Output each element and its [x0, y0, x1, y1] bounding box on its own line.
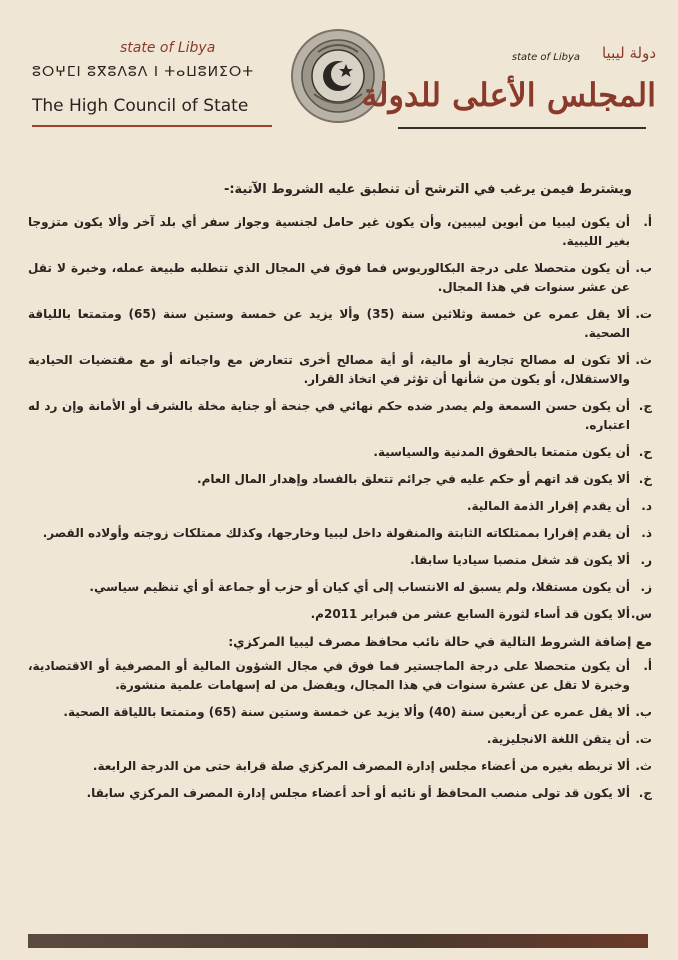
item-marker: ث. — [635, 353, 652, 367]
item-marker: ز. — [640, 580, 652, 594]
item-text: أن يكون ليبيا من أبوين ليبيين، وأن يكون غير حامل لجنسية وجواز سفر أي بلد آخر وألا يكون متزوجا بغير الليبية. — [28, 215, 630, 248]
item-text: ألا يقل عمره عن خمسة وثلاثين سنة (35) وألا يزيد عن خمسة وستين سنة (65) ومتمتعا باللياقة الصحية. — [28, 307, 630, 340]
list-item — [28, 305, 652, 343]
list-item — [28, 259, 652, 297]
list-item — [28, 730, 652, 749]
item-marker: ث. — [635, 759, 652, 773]
item-marker: أ. — [643, 215, 652, 229]
item-marker: ب. — [635, 705, 652, 719]
item-text: ألا يكون قد شغل منصبا سياديا سابقا. — [410, 553, 630, 567]
header-rule-right — [398, 127, 646, 129]
item-marker: ت. — [635, 307, 652, 321]
item-text: أن يكون حسن السمعة ولم يصدر ضده حكم نهائي في جنحة أو جناية مخلة بالشرف أو الأمانة وإن رد له اعتباره. — [28, 399, 630, 432]
item-text: ألا يكون قد أساء لثورة السابع عشر من فبراير 2011م. — [310, 607, 630, 621]
item-text: أن يكون متمتعا بالحقوق المدنية والسياسية. — [373, 445, 630, 459]
list-item — [28, 397, 652, 435]
conditions-list — [28, 213, 652, 624]
list-item — [28, 605, 652, 624]
item-text: أن يقدم إقرار الذمة المالية. — [466, 499, 630, 513]
letterhead — [0, 0, 678, 135]
list-item — [28, 524, 652, 543]
item-marker: ح. — [638, 445, 652, 459]
list-item — [28, 551, 652, 570]
list-item — [28, 213, 652, 251]
item-marker: ب. — [635, 261, 652, 275]
tifinagh-council-name: ⵓⵔⵖⵎⵏ ⵓⴳⵓⴷⵓⴷ ⵏ ⵜⴰⵡⵓⵍⵉⵔⵜ — [32, 64, 255, 80]
item-marker: س. — [630, 607, 652, 621]
english-state-label: state of Libya — [120, 40, 216, 56]
list-item — [28, 757, 652, 776]
list-item — [28, 470, 652, 489]
letterhead-arabic — [361, 44, 656, 134]
item-marker: ر. — [640, 553, 652, 567]
english-council-name: The High Council of State — [32, 96, 249, 116]
list-item — [28, 351, 652, 389]
item-text: أن يتقن اللغة الانجليزية. — [486, 732, 630, 746]
arabic-council-name: المجلس الأعلى للدولة — [361, 76, 656, 114]
item-text: أن يكون متحصلا على درجة البكالوريوس فما فوق في المجال الذي تتطلبه طبيعة عمله، وخبرة لا تقل عن عشر سنوات في هذا المجال. — [28, 261, 630, 294]
document-body — [28, 180, 652, 811]
item-text: ألا يكون قد تولى منصب المحافظ أو نائبه أو أحد أعضاء مجلس إدارة المصرف المركزي سابقا. — [86, 786, 630, 800]
additional-conditions-heading: مع إضافة الشروط التالية في حالة نائب محافظ مصرف ليبيا المركزي: — [228, 634, 652, 649]
item-marker: ج. — [638, 786, 652, 800]
item-text: ألا يكون قد اتهم أو حكم عليه في جرائم تتعلق بالفساد وإهدار المال العام. — [197, 472, 630, 486]
item-text: ألا تكون له مصالح تجارية أو مالية، أو أية مصالح أخرى تتعارض مع واجباته أو مع مقتضيات الحيادية والاستقلال، أو يكون من شأنها أن تؤثر في اتخاذ القرار. — [28, 353, 630, 386]
arabic-state-label: دولة ليبيا — [601, 44, 656, 62]
item-text: أن يكون متحصلا على درجة الماجستير فما فوق في مجال الشؤون المالية أو المصرفية أو الاقتصادية، وخبرة لا تقل عن عشرة سنوات في هذا المجال، ويفضل من له إسهامات علمية منشورة. — [28, 659, 630, 692]
item-marker: ذ. — [641, 526, 652, 540]
list-item — [28, 784, 652, 803]
additional-conditions-list — [28, 657, 652, 803]
header-rule-left — [32, 125, 272, 127]
conditions-heading: ويشترط فيمن يرغب في الترشح أن تنطبق عليه الشروط الآتية:- — [223, 182, 632, 197]
list-item — [28, 657, 652, 695]
footer-bar — [28, 934, 648, 948]
item-marker: أ. — [643, 659, 652, 673]
item-text: أن يقدم إقرارا بممتلكاته الثابتة والمنقولة داخل ليبيا وخارجها، وكذلك ممتلكات زوجته وأولاده القصر. — [42, 526, 630, 540]
item-marker: ج. — [638, 399, 652, 413]
item-marker: د. — [641, 499, 652, 513]
list-item — [28, 578, 652, 597]
list-item — [28, 443, 652, 462]
list-item — [28, 497, 652, 516]
arabic-side-english-label: state of Libya — [511, 52, 580, 63]
item-text: أن يكون مستقلا، ولم يسبق له الانتساب إلى أي كيان أو حزب أو جماعة أو أي تنظيم سياسي. — [89, 580, 630, 594]
item-text: ألا يقل عمره عن أربعين سنة (40) وألا يزيد عن خمسة وستين سنة (65) ومتمتعا باللياقة الصحية. — [63, 705, 630, 719]
item-text: ألا تربطه بغيره من أعضاء مجلس إدارة المصرف المركزي صلة قرابة حتى من الدرجة الرابعة. — [92, 759, 630, 773]
list-item — [28, 703, 652, 722]
item-marker: ت. — [635, 732, 652, 746]
item-marker: خ. — [638, 472, 652, 486]
